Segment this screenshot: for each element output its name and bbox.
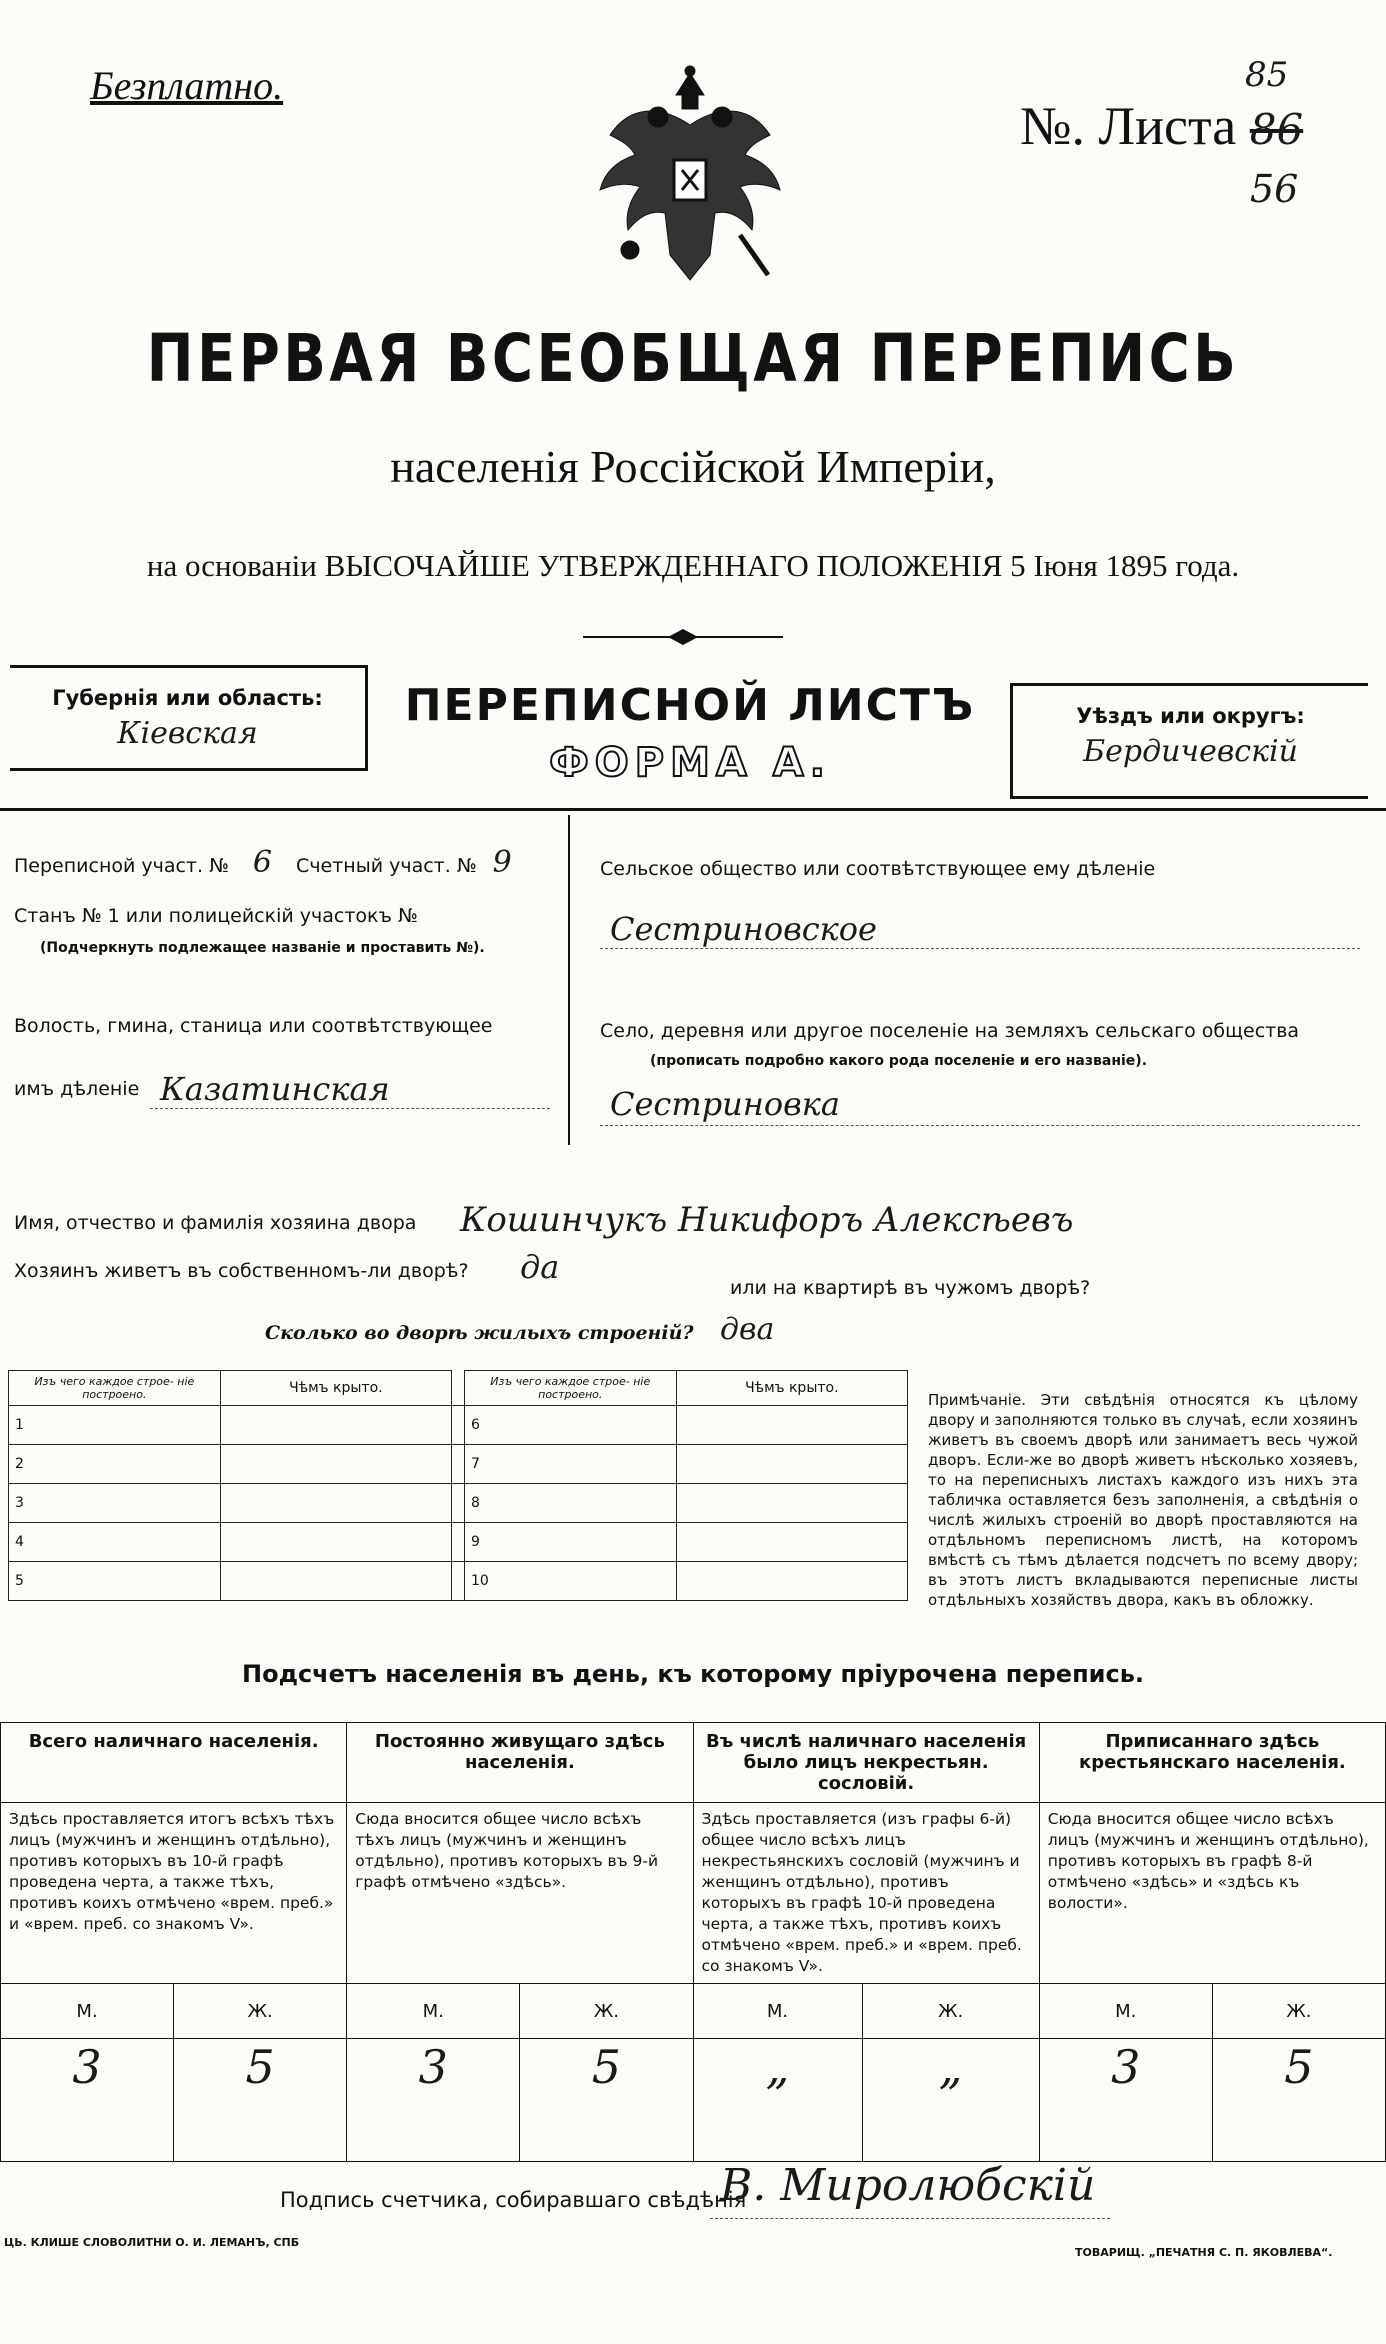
female-header: Ж. — [1212, 1984, 1385, 2039]
table-row — [9, 1523, 908, 1562]
signature-label: Подпись счетчика, собиравшаго свѣдѣнія — [280, 2188, 747, 2212]
pop-value-f-2: 5 — [520, 2039, 693, 2162]
stan-note: (Подчеркнуть подлежащее названіе и проставить №). — [40, 940, 485, 956]
table-row — [9, 1406, 908, 1445]
pop-value-m-3: „ — [693, 2039, 862, 2162]
female-header: Ж. — [862, 1984, 1039, 2039]
population-title: Подсчетъ населенія въ день, къ которому пріурочена перепись. — [242, 1660, 1144, 1688]
section-divider — [0, 808, 1386, 811]
pop-value-m-4: 3 — [1039, 2039, 1212, 2162]
pop-text-3: Здѣсь проставляется (изъ графы 6-й) общее число всѣхъ лицъ некрестьянскихъ сословій (мужчинъ и женщинъ отдѣльно), противъ которыхъ въ графѣ 10-й проведена черта, а также тѣхъ, противъ коихъ отмѣчено «врем. преб.» и «врем. преб. со знакомъ V». — [693, 1803, 1039, 1984]
column-divider — [568, 815, 570, 1145]
village-line — [600, 1125, 1360, 1126]
pop-value-f-4: 5 — [1212, 2039, 1385, 2162]
buildings-label: Сколько во дворѣ жилыхъ строеній? — [265, 1322, 694, 1344]
buildings-table — [8, 1370, 908, 1601]
row-num: 5 — [9, 1562, 221, 1601]
pop-value-f-3: „ — [862, 2039, 1039, 2162]
volost-label: Волость, гмина, станица или соотвѣтствующее — [14, 1015, 493, 1037]
col-material-right: Изъ чего каждое строе- ніе построено. — [464, 1371, 676, 1406]
pop-value-m-1: 3 — [1, 2039, 174, 2162]
row-num: 3 — [9, 1484, 221, 1523]
col-roof-right: Чѣмъ крыто. — [676, 1371, 907, 1406]
pop-head-1: Всего наличнаго населенія. — [1, 1723, 347, 1803]
footer-left: ЦЬ. КЛИШЕ СЛОВОЛИТНИ О. И. ЛЕМАНЪ, СПБ — [4, 2236, 300, 2249]
form-subtitle: ФОРМА А. — [549, 740, 831, 786]
signature-value: В. Миролюбскій — [720, 2160, 1096, 2211]
row-num: 1 — [9, 1406, 221, 1445]
form-title: ПЕРЕПИСНОЙ ЛИСТЪ — [404, 680, 976, 731]
census-area-field — [14, 845, 522, 880]
pop-value-m-2: 3 — [347, 2039, 520, 2162]
province-value: Кіевская — [117, 716, 258, 751]
count-area-value: 9 — [492, 845, 512, 880]
own-yard-value: да — [520, 1248, 560, 1286]
society-label: Сельское общество или соотвѣтствующее ему дѣленіе — [600, 858, 1156, 880]
census-area-label: Переписной участ. № — [14, 855, 229, 877]
row-num: 10 — [464, 1562, 676, 1601]
signature-line — [710, 2218, 1110, 2219]
col-material-left: Изъ чего каждое строе- ніе построено. — [9, 1371, 221, 1406]
count-area-label: Счетный участ. № — [296, 855, 477, 877]
col-roof-left: Чѣмъ крыто. — [220, 1371, 451, 1406]
district-label: Уѣздъ или округъ: — [1076, 704, 1305, 728]
volost-line — [150, 1108, 550, 1109]
document-subtitle: населенія Россійской Имперіи, — [390, 441, 996, 492]
table-row — [9, 1445, 908, 1484]
ornament-divider — [583, 628, 783, 646]
sheet-label: №. Листа — [1020, 96, 1237, 156]
census-area-value: 6 — [252, 845, 272, 880]
pop-text-1: Здѣсь проставляется итогъ всѣхъ тѣхъ лицъ (мужчинъ и женщинъ отдѣльно), противъ которыхъ въ 10-й графѣ проведена черта, а также тѣхъ, противъ коихъ отмѣчено «врем. преб.» и «врем. преб. со знакомъ V». — [1, 1803, 347, 1984]
male-header: М. — [693, 1984, 862, 2039]
row-num: 6 — [464, 1406, 676, 1445]
table-row — [9, 1484, 908, 1523]
pop-head-3: Въ числѣ наличнаго населенія было лицъ некрестьян. сословій. — [693, 1723, 1039, 1803]
pop-value-f-1: 5 — [174, 2039, 347, 2162]
district-value: Бердичевскій — [1083, 734, 1298, 769]
free-label: Безплатно. — [90, 63, 284, 108]
remark-note: Примѣчаніе. Эти свѣдѣнія относятся къ цѣлому двору и заполняются только въ случаѣ, если хозяинъ живетъ въ своемъ дворѣ или занимаетъ весь чужой дворъ. Если-же во дворѣ живетъ нѣсколько хозяевъ, то на переписныхъ листахъ каждого изъ нихъ эта табличка оставляется безъ заполненія, а свѣдѣнія о числѣ жилыхъ строеній во дворѣ проставляются на отдѣльномъ переписномъ листѣ, на которомъ вмѣстѣ съ тѣмъ дѣлается подсчетъ по всему двору; въ этотъ листъ вкладываются переписные листы отдѣльныхъ хозяйствъ двора, какъ въ обложку. — [928, 1391, 1358, 1609]
stan-label: Станъ № 1 или полицейскій участокъ № — [14, 905, 418, 927]
double-headed-eagle-emblem — [590, 65, 790, 295]
row-num: 2 — [9, 1445, 221, 1484]
society-value: Сестриновское — [610, 910, 877, 948]
sheet-number — [1020, 55, 1304, 211]
province-box — [10, 665, 368, 771]
pop-head-2: Постоянно живущаго здѣсь населенія. — [347, 1723, 693, 1803]
volost-label-2: имъ дѣленіе — [14, 1078, 140, 1100]
owner-value: Кошинчукъ Никифоръ Алексѣевъ — [460, 1200, 1074, 1240]
pop-head-4: Приписаннаго здѣсь крестьянскаго населенія. — [1039, 1723, 1385, 1803]
volost-value: Казатинская — [160, 1070, 390, 1108]
male-header: М. — [1039, 1984, 1212, 2039]
owner-label: Имя, отчество и фамилія хозяина двора — [14, 1212, 417, 1234]
district-box — [1010, 683, 1368, 799]
population-table — [0, 1722, 1386, 2162]
village-note: (прописать подробно какого рода поселеніе и его названіе). — [650, 1053, 1148, 1069]
province-label: Губернія или область: — [52, 686, 323, 710]
sheet-number-struck: 86 — [1249, 105, 1304, 154]
pop-text-2: Сюда вносится общее число всѣхъ тѣхъ лицъ (мужчинъ и женщинъ отдѣльно), противъ которыхъ въ 9-й графѣ отмѣчено «здѣсь». — [347, 1803, 693, 1984]
village-value: Сестриновка — [610, 1085, 840, 1123]
footer-right: ТОВАРИЩ. „ПЕЧАТНЯ С. П. ЯКОВЛЕВА“. — [1075, 2246, 1333, 2259]
document-legal-basis: на основаніи ВЫСОЧАЙШЕ УТВЕРЖДЕННАГО ПОЛОЖЕНІЯ 5 Іюня 1895 года. — [146, 548, 1240, 583]
sheet-number-extra: 56 — [1250, 167, 1299, 211]
male-header: М. — [347, 1984, 520, 2039]
male-header: М. — [1, 1984, 174, 2039]
document-title: ПЕРВАЯ ВСЕОБЩАЯ ПЕРЕПИСЬ — [146, 320, 1240, 397]
row-num: 8 — [464, 1484, 676, 1523]
female-header: Ж. — [174, 1984, 347, 2039]
village-label: Село, деревня или другое поселеніе на земляхъ сельскаго общества — [600, 1020, 1300, 1042]
row-num: 9 — [464, 1523, 676, 1562]
row-num: 4 — [9, 1523, 221, 1562]
pop-text-4: Сюда вносится общее число всѣхъ лицъ (мужчинъ и женщинъ отдѣльно), противъ которыхъ въ графѣ 8-й отмѣчено «здѣсь» и «здѣсь къ волости». — [1039, 1803, 1385, 1984]
buildings-value: два — [720, 1312, 775, 1347]
society-line — [600, 948, 1360, 949]
rent-label: или на квартирѣ въ чужомъ дворѣ? — [730, 1277, 1091, 1299]
own-yard-label: Хозяинъ живетъ въ собственномъ-ли дворѣ? — [14, 1260, 469, 1282]
row-num: 7 — [464, 1445, 676, 1484]
sheet-number-new: 85 — [1245, 55, 1289, 95]
female-header: Ж. — [520, 1984, 693, 2039]
table-row — [9, 1562, 908, 1601]
